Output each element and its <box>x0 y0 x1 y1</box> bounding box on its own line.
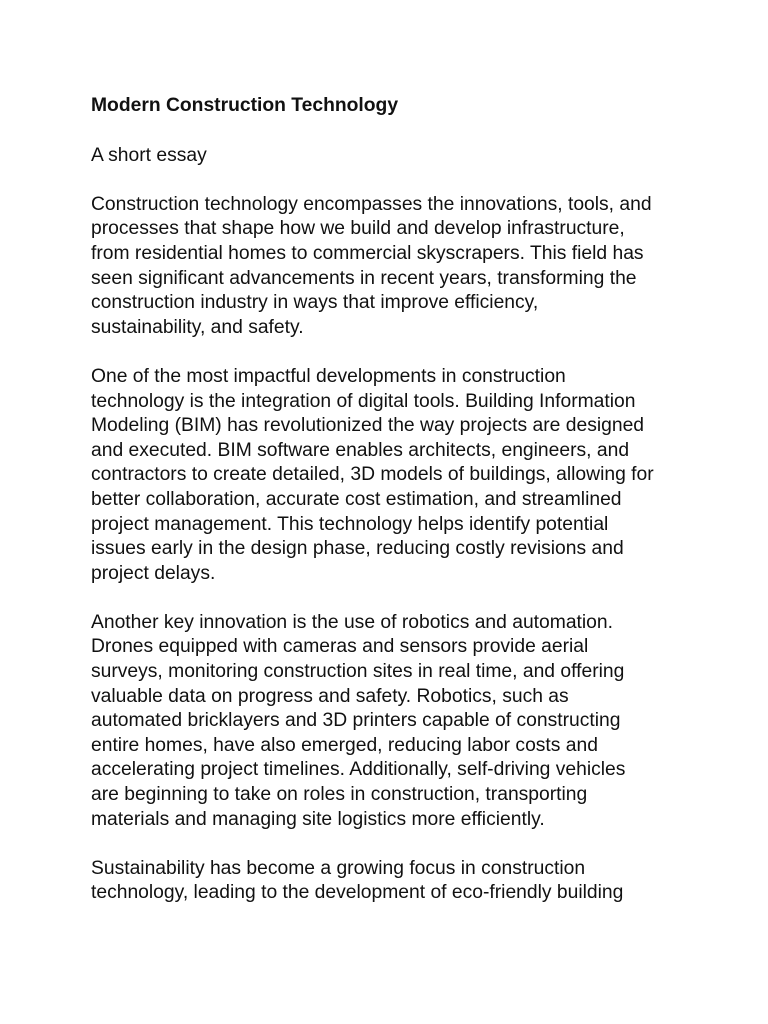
paragraph-line: project delays. <box>91 562 216 584</box>
paragraph-line: technology, leading to the development of eco-friendly building <box>91 882 624 904</box>
paragraph-3 <box>91 611 691 832</box>
paragraph-line: Construction technology encompasses the innovations, tools, and <box>91 193 652 215</box>
paragraph-line: are beginning to take on roles in construction, transporting <box>91 784 588 806</box>
paragraph-line: seen significant advancements in recent years, transforming the <box>91 267 637 289</box>
paragraph-line: accelerating project timelines. Additionally, self-driving vehicles <box>91 759 626 781</box>
essay-body <box>91 94 691 906</box>
paragraph-line: construction industry in ways that improve efficiency, <box>91 292 539 314</box>
paragraph-line: project management. This technology helps identify potential <box>91 513 609 535</box>
paragraph-line: Drones equipped with cameras and sensors provide aerial <box>91 636 589 658</box>
paragraph-line: better collaboration, accurate cost estimation, and streamlined <box>91 488 622 510</box>
paragraph-line: Modeling (BIM) has revolutionized the way projects are designed <box>91 415 645 437</box>
paragraph-line: technology is the integration of digital tools. Building Information <box>91 390 636 412</box>
paragraph-line: automated bricklayers and 3D printers capable of constructing <box>91 710 621 732</box>
paragraph-2 <box>91 365 691 586</box>
paragraph-line: and executed. BIM software enables architects, engineers, and <box>91 439 630 461</box>
paragraph-line: One of the most impactful developments in construction <box>91 365 566 387</box>
paragraph-line: sustainability, and safety. <box>91 316 304 338</box>
paragraph-1 <box>91 193 691 341</box>
paragraph-line: issues early in the design phase, reducing costly revisions and <box>91 538 624 560</box>
paragraph-line: from residential homes to commercial skyscrapers. This field has <box>91 242 644 264</box>
paragraph-line: materials and managing site logistics more efficiently. <box>91 808 545 830</box>
paragraph-line: entire homes, have also emerged, reducing labor costs and <box>91 734 598 756</box>
essay-subtitle: A short essay <box>91 144 207 166</box>
paragraph-line: surveys, monitoring construction sites in real time, and offering <box>91 661 625 683</box>
paragraph-line: Sustainability has become a growing focus in construction <box>91 857 586 879</box>
paragraph-line: valuable data on progress and safety. Robotics, such as <box>91 685 569 707</box>
paragraph-line: Another key innovation is the use of robotics and automation. <box>91 611 613 633</box>
paragraph-line: contractors to create detailed, 3D models of buildings, allowing for <box>91 464 654 486</box>
essay-title: Modern Construction Technology <box>91 95 399 116</box>
paragraph-line: processes that shape how we build and develop infrastructure, <box>91 218 625 240</box>
paragraph-4 <box>91 857 691 906</box>
